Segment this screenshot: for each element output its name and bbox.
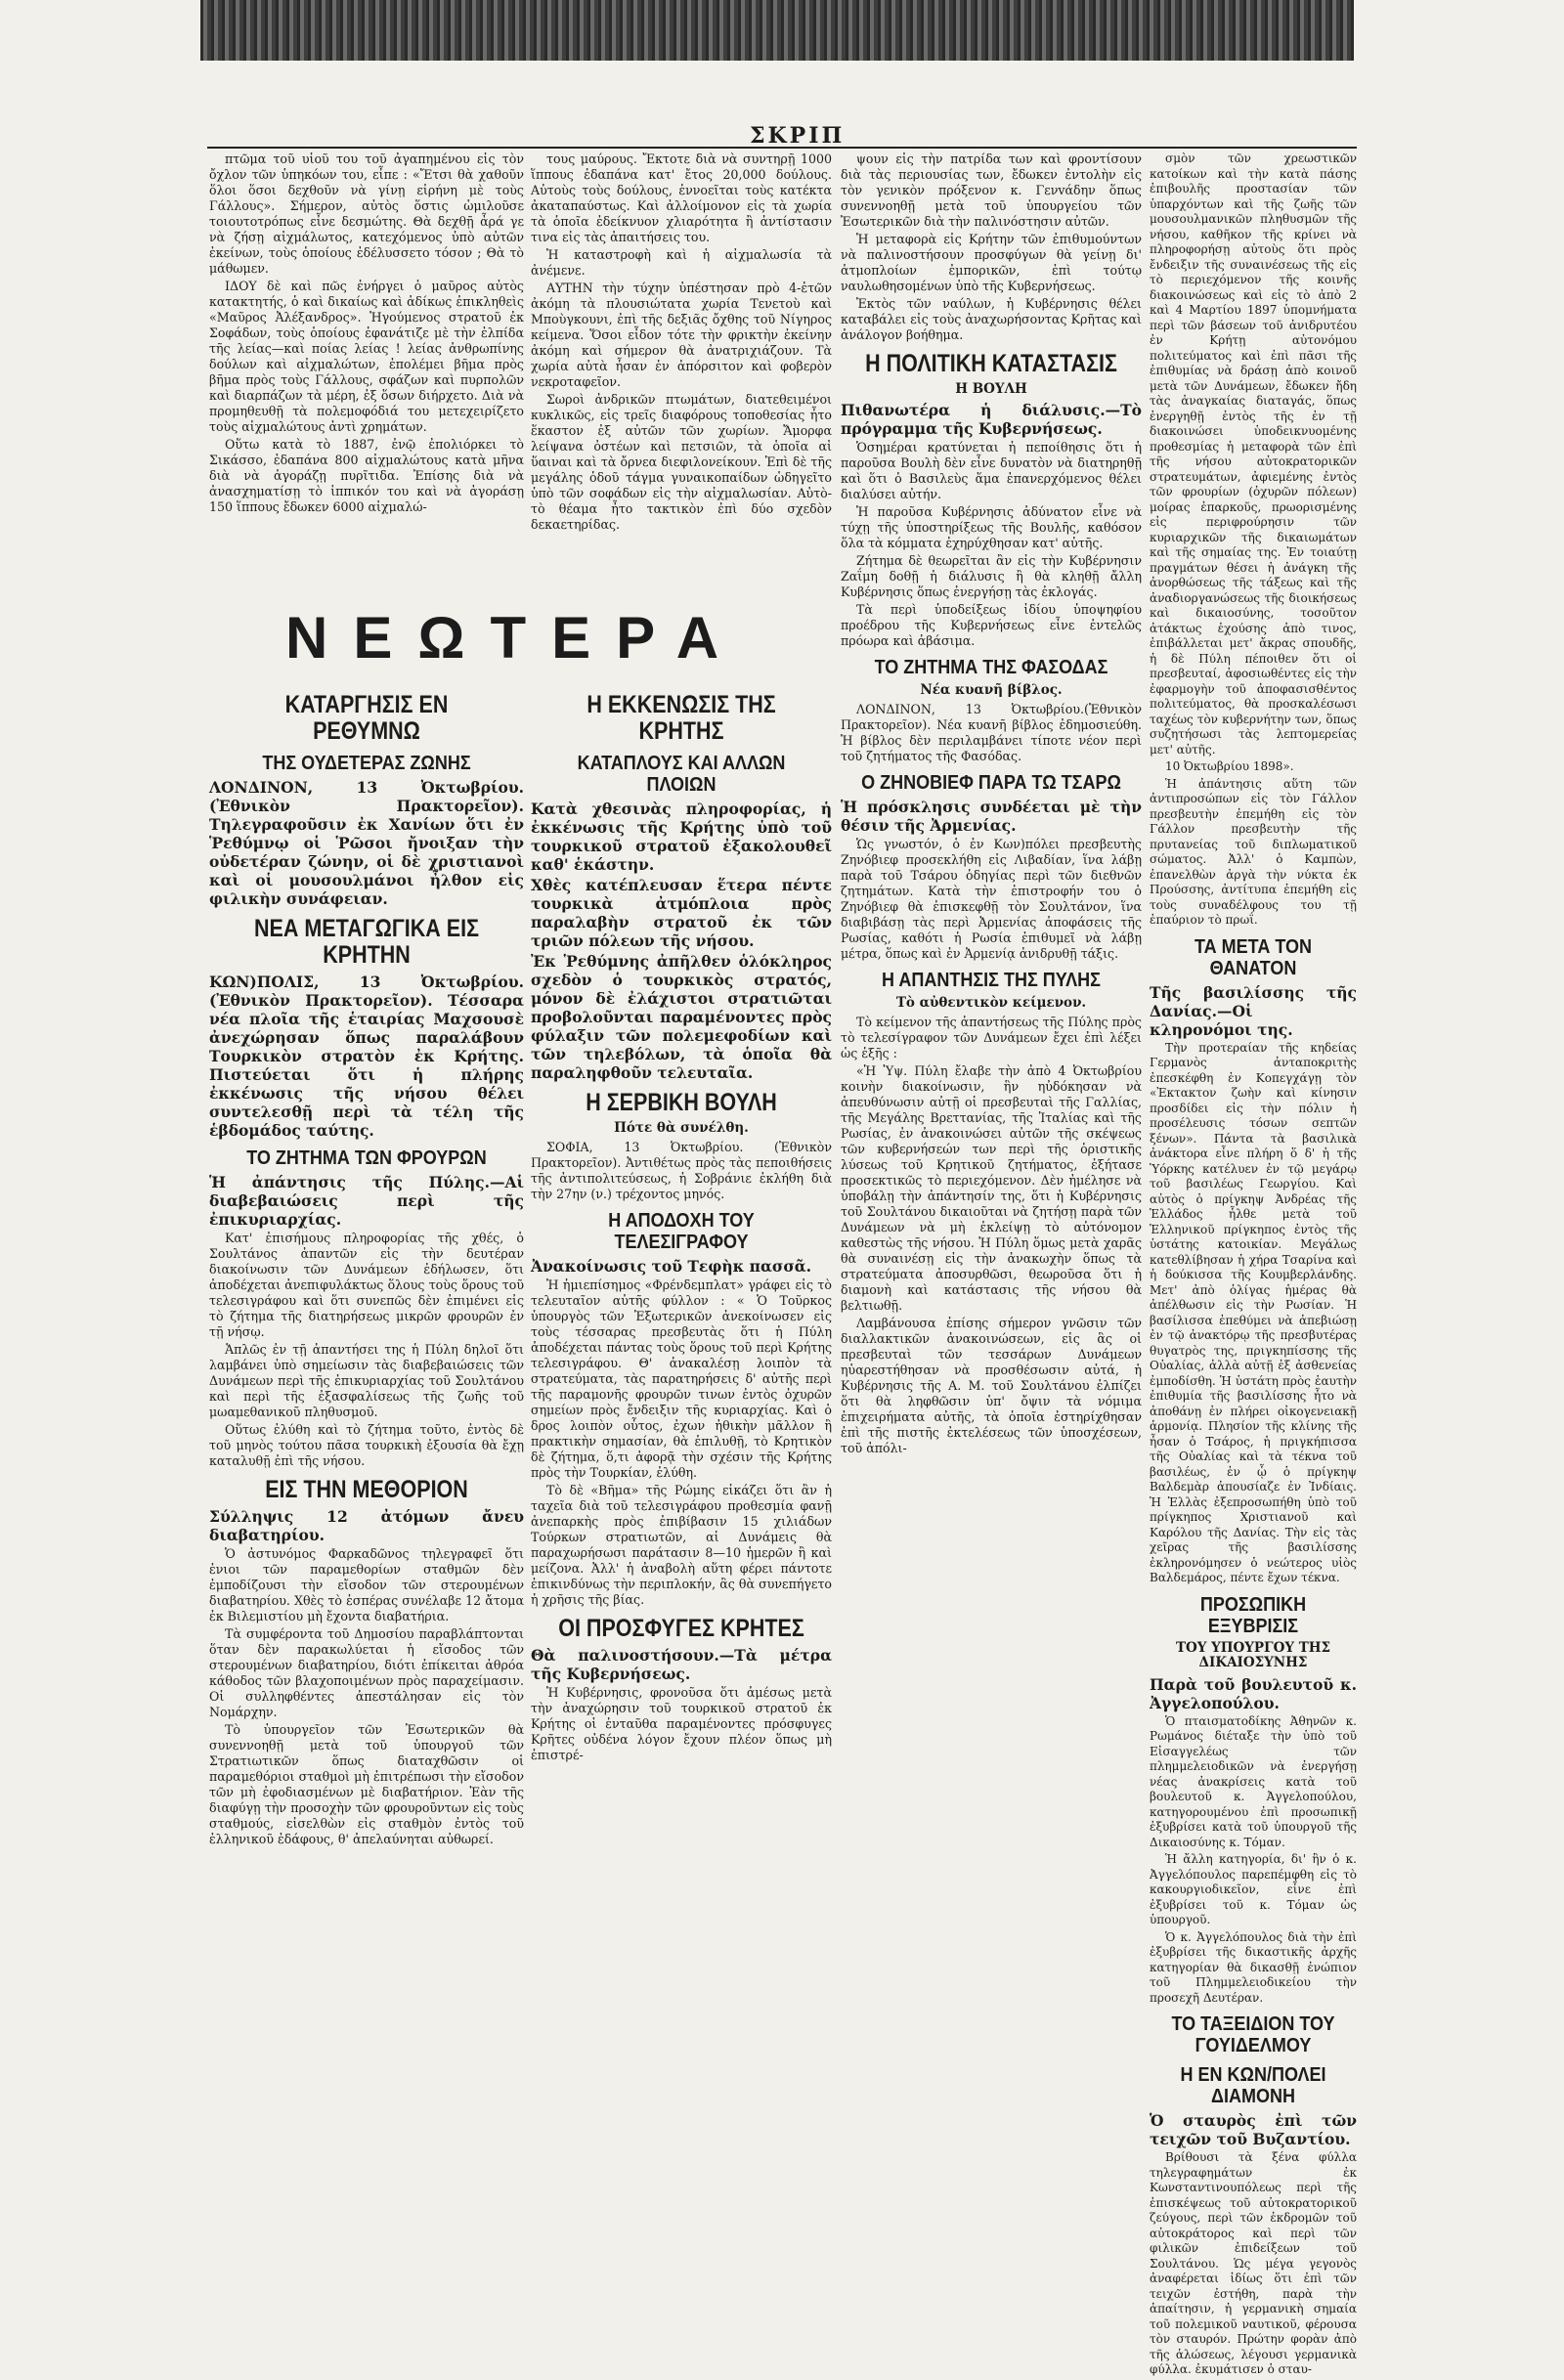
news-lead: Ἡ ἀπάντησις τῆς Πύλης.—Αἱ διαβεβαιώσεις περὶ τῆς ἐπικυριαρχίας. [209,1173,524,1229]
article-paragraph: Ἡ παροῦσα Κυβέρνησις ἀδύνατον εἶνε νὰ τύχῃ τῆς ὑποστηρίξεως τῆς Βουλῆς, καθόσον ὅλα τὰ κόμματα ἐχηρύχθησαν κατ' αὐτῆς. [841,504,1142,550]
article-paragraph: Ὁ κ. Ἀγγελόπουλος διὰ τὴν ἐπὶ ἐξυβρίσει τῆς δικαστικῆς ἀρχῆς κατηγορίαν θὰ δικασθῇ ἐνώπιον τοῦ Πλημμελειοδικείου τὴν προσεχῆ Δευτέραν. [1150,1929,1357,2005]
news-lead: Παρὰ τοῦ βουλευτοῦ κ. Ἀγγελοπούλου. [1150,1674,1357,1712]
article-paragraph: Ὁσημέραι κρατύνεται ἡ πεποίθησις ὅτι ἡ παροῦσα Βουλὴ δὲν εἶνε δυνατὸν νὰ διατηρηθῇ καὶ ὅτι ὁ Βασιλεὺς ἅμα ἐπανερχόμενος θέλει διαλύσει αὐτήν. [841,440,1142,501]
article-paragraph: Ἡ ἀπάντησις αὕτη τῶν ἀντιπροσώπων εἰς τὸν Γάλλον πρεσβευτὴν ἐπεμήθη εἰς τὸν Γάλλον πρεσβευτὴν τῆς πρυτανείας τοῦ διπλωματικοῦ σώματος. Ἀλλ' ὁ Καμπὼν, ἐπανελθὼν ἀργὰ τὴν νύκτα ἐκ Προύσσης, ἀντίτυπα ἐπεμήθη εἰς τοὺς συναδέλφους του τῇ ἐπαύριον τὸ πρωΐ. [1150,776,1357,927]
article-paragraph: Κατ' ἐπισήμους πληροφορίας τῆς χθές, ὁ Σουλτάνος ἀπαντῶν εἰς τὴν δευτέραν διακοίνωσιν τῶν Δυνάμεων ἐδήλωσεν, ὅτι ἀποδέχεται ἀνεπιφυλάκτως ὅλους τοὺς ὅρους τοῦ τελεσιγράφου καὶ ὅτι συνεπῶς δὲν ἐπιμένει εἰς τὸ ζήτημα τῆς διατηρήσεως μικρῶν φρουρῶν ἐν τῇ νήσῳ. [209,1231,524,1339]
article-paragraph: Τὸ δὲ «Βῆμα» τῆς Ρώμης εἰκάζει ὅτι ἂν ἡ ταχεῖα διὰ τοῦ τελεσιγράφου προθεσμία φανῇ ἀνεπαρκὴς πρὸς ἐπιβίβασιν 15 χιλιάδων Τούρκων στρατιωτῶν, αἱ Δυνάμεις θὰ παραχωρήσωσι παράτασιν 8—10 ἡμερῶν ἢ καὶ μείζονα. Ἀλλ' ἡ ἀναβολὴ αὕτη φέρει πάντοτε ἐπικινδύνως τὴν περιπλοκήν, ἂς θὰ συνεπήγετο ἡ χρῆσις τῆς βίας. [531,1483,832,1607]
news-lead: Σύλληψις 12 ἀτόμων ἄνευ διαβατηρίου. [209,1507,524,1544]
article-paragraph: Βρίθουσι τὰ ξένα φύλλα τηλεγραφημάτων ἐκ Κωνσταντινουπόλεως περὶ τῆς ἐπισκέψεως τοῦ αὐτοκρατορικοῦ ζεύγους, περὶ τῶν ἐκδρομῶν τοῦ αὐτοκράτορος καὶ περὶ τῶν φιλικῶν ἐπιδείξεων τοῦ Σουλτάνου. Ὡς μέγα γεγονὸς ἀναφέρεται ἰδίως ὅτι ἐπὶ τῶν τειχῶν ἐστήθη, παρὰ τὴν ἀπαίτησιν, ἡ γερμανικὴ σημαία τοῦ πολεμικοῦ ναυτικοῦ, φέρουσα τὸν σταυρόν. Πρώτην φορὰν ἀπὸ τῆς ἁλώσεως, λέγουσι γερμανικὰ φύλλα. ἐκυμάτισεν ὁ σταυ- [1150,2150,1357,2376]
article-paragraph: Τὰ συμφέροντα τοῦ Δημοσίου παραβλάπτονται ὅταν δὲν παρακωλύεται ἡ εἴσοδος τῶν στερουμένων διαβατηρίου, διότι ἐπίκειται ἀθρόα κάθοδος τῶν βλαχοποιμένων πρὸς παραχείμασιν. Οἱ συλληφθέντες ἀπεστάλησαν εἰς τὸν Νομάρχην. [209,1626,524,1719]
top-banner-image [200,0,1354,61]
article-paragraph: ΙΔΟΥ δὲ καὶ πῶς ἐνήργει ὁ μαῦρος αὐτὸς κατακτητής, ὁ καὶ δικαίως καὶ ἀδίκως ἐπικληθεὶς «Μαῦρος Ἀλέξανδρος». Ἡγούμενος στρατοῦ ἐκ Σοφάδων, τοὺς ὁποίους ἐφανάτιζε μὲ τὴν ἐλπίδα τῆς λείας—καὶ ποίας λείας ! λείας ἀνθρωπίνης δούλων καὶ αἰχμαλώτων, ἐπολέμει βῆμα πρὸς βῆμα πρὸς τοὺς Γάλλους, σφάζων καὶ πυρπολῶν καὶ διαρπάζων τὰ μέρη, ἐξ ὅσων διήρχετο. Διὰ νὰ προμηθευθῇ τὰ πολεμοφόδιά του μετεχειρίζετο τοὺς αἰχμαλώτους ἀντὶ χρημάτων. [209,279,524,434]
article-paragraph: Τὸ κείμενον τῆς ἀπαντήσεως τῆς Πύλης πρὸς τὸ τελεσίγραφον τῶν Δυνάμεων ἔχει ἐπὶ λέξει ὡς ἑξῆς : [841,1015,1142,1060]
article-paragraph: Ὁ ἀστυνόμος Φαρκαδῶνος τηλεγραφεῖ ὅτι ἐνιοι τῶν παραμεθορίων σταθμῶν δὲν ἐμποδίζουσι τὴν εἴσοδον τῶν στερουμένων διαβατηρίου. Χθὲς τὸ ἑσπέρας συνέλαβε 12 ἄτομα ἐκ Βιλεμιστίου μὴ ἔχοντα διαβατήρια. [209,1546,524,1623]
article-paragraph: Λαμβάνουσα ἐπίσης σήμερον γνῶσιν τῶν διαλλακτικῶν ἀνακοινώσεων, εἰς ἃς οἱ πρεσβευταὶ τῶν τεσσάρων Δυνάμεων ηὐαρεστήθησαν νὰ προσθέσωσιν αὐτά, ἡ Κυβέρνησις τῆς Α. Μ. τοῦ Σουλτάνου ἐλπίζει ὅτι θὰ ληφθῶσιν ὑπ' ὄψιν τὰ νόμιμα ἐπιχειρήματα αὐτῆς, τὰ ὁποῖα ἐστηρίχθησαν ἐπὶ τῆς πιστῆς ἐκτελέσεως τῶν ὑποσχέσεων, τοῦ ἀπόλι- [841,1316,1142,1455]
article-paragraph: σμὸν τῶν χρεωστικῶν κατοίκων καὶ τὴν κατὰ πάσης ἐπιβουλῆς προστασίαν τῶν ὑπαρχόντων καὶ τῆς ζωῆς τῶν μουσουλμανικῶν πληθυσμῶν τῆς νήσου, καθῆκον τῆς κρίνει νὰ πληροφορήσῃ αὐτοὺς ὅτι πρὸς ἔνδειξιν τῆς συναινέσεως τῆς εἰς τὸ περιεχόμενον τῆς κοινῆς διακοινώσεως καὶ εἰς τὸ ἀπὸ 2 καὶ 4 Μαρτίου 1897 ὑπομνήματα περὶ τῶν βάσεων τοῦ ἀνιδρυτέου ἐν Κρήτῃ αὐτονόμου πολιτεύματος καὶ ἐπὶ πᾶσι τῆς ἐπιθυμίας νὰ δράσῃ ἀπὸ κοινοῦ μετὰ τῶν Δυνάμεων, ἔδωκεν ἤδη τὰς ἀναγκαίας διαταγάς, ὅπως ἐνεργηθῇ ἐντὸς τῆς ἐν τῇ διακοινώσει ὑποδεικνυομένης προθεσμίας ἡ μεταφορὰ τῶν ἐπὶ τῆς νήσου αὐτοκρατορικῶν στρατευμάτων, ἀφιεμένης ἐντὸς τῶν φρουρίων (ὀχυρῶν πόλεων) μοίρας ἐπαρκοῦς, πρωορισμένης εἰς περιφρούρησιν τῶν κυριαρχικῶν τῆς δικαιωμάτων καὶ τῆς σημαίας της. Ἐν τοιαύτῃ πραγμάτων θέσει ἡ ἀνάγκη τῆς ἀνορθώσεως τῆς τάξεως καὶ τῆς ἀναδιοργανώσεως τῆς διοικήσεως καὶ δικαιοσύνης, τοσοῦτον ἀτάκτως ἐχούσης ἀπὸ τινος, ἐπιβάλλεται μετ' ἄκρας σπουδῆς, ἡ δὲ Πύλη πέποιθεν ὅτι οἱ πρεσβευταί, ἀφοσιωθέντες εἰς τὴν ἐφαρμογὴν τοῦ ἀποφασισθέντος πολιτεύματος, θὰ προσκαλέσωσι ταχέως τὸν κυβερνήτην των, ὅπως συζητήσωσι τὰς λεπτομερείας μετ' αὐτῆς. [1150,151,1357,757]
masthead [207,123,1357,149]
news-headline: ΠΡΟΣΩΠΙΚΗ ΕΞΥΒΡΙΣΙΣ [1199,1593,1307,1637]
news-headline: ΚΑΤΑΡΓΗΣΙΣ ΕΝ ΡΕΘΥΜΝΩ [284,691,449,745]
article-paragraph: Οὕτως ἐλύθη καὶ τὸ ζήτημα τοῦτο, ἐντὸς δὲ τοῦ μηνὸς τούτου πᾶσα τουρκικὴ ἐξουσία θὰ ἔχῃ καταλυθῇ ἐπὶ τῆς νήσου. [209,1422,524,1468]
news-column-2 [531,684,832,1765]
article-paragraph: Ἡ Κυβέρνησις, φρονοῦσα ὅτι ἀμέσως μετὰ τὴν ἀναχώρησιν τοῦ τουρκικοῦ στρατοῦ ἐκ Κρήτης οἱ ἐνταῦθα παραμένοντες πρόσφυγες Κρῆτες οὐδένα λόγον ἔχουν πλέον ὅπως μὴ ἐπιστρέ- [531,1685,832,1762]
news-headline: ΟΙ ΠΡΟΣΦΥΓΕΣ ΚΡΗΤΕΣ [558,1615,804,1642]
article-paragraph: Τὴν προτεραίαν τῆς κηδείας Γερμανὸς ἀνταποκριτὴς ἐπεσκέφθη ἐν Κοπεγχάγῃ τὸν «Ἐκτακτον ζωὴν καὶ κίνησιν προσδίδει εἰς τὴν πόλιν ἡ προσέλευσις τόσων σεπτῶν ξένων». Πάντα τὰ βασιλικὰ ἀνάκτορα εἶνε πλήρη ὅ δ' ἡ τῆς Ὑόρκης κατέλυεν ἐν τῷ μεγάρῳ τοῦ βασιλέως Γεωργίου. Καὶ αὐτὸς ὁ πρίγκηψ Ἀνδρέας τῆς Ἑλλάδος ἦλθε μετὰ τοῦ Ἑλληνικοῦ πρίγκηπος ἐντὸς τῆς ὑστάτης κατοικίαν. Μεγάλως κατεθλίβησαν ἡ χήρα Τσαρίνα καὶ ἡ δούκισσα τῆς Κουμβερλάνδης. Μετ' ἀπὸ ὀλίγας ἡμέρας θὰ ἀπέλθωσιν εἰς τὴν Ρωσίαν. Ἡ βασίλισσα ἐπεθύμει νὰ ἀπεβιώσῃ ἐν τῷ ἀνακτόρῳ τῆς πρεσβυτέρας θυγατρὸς της, πριγκηπίσσης τῆς Οὐαλίας, ἀλλὰ αὐτῇ ἐξ ἀσθενείας ἐμποδίσθη. Ἡ ὑστάτη πρὸς ἑαυτὴν ἐπιθυμία τῆς βασιλίσσης ἦτο νὰ ἀποθάνῃ ἐν πλήρει οἰκογενειακῇ ἁρμονίᾳ. Πλησίον τῆς κλίνης τῆς ἦσαν ὁ Τσάρος, ἡ πριγκήπισσα τῆς Οὐαλίας καὶ τὰ τέκνα τοῦ βασιλέως, ἐν ᾧ ὁ πρίγκηψ Βαλδεμὰρ ἀπουσίαζε ἐν Ἰνδίαις. Ἡ Ἑλλὰς ἐξεπροσωπήθη ὑπὸ τοῦ πρίγκηπος Χριστιανοῦ καὶ Καρόλου τῆς Δανίας. Τὴν εἰς τὰς χεῖρας τῆς βασιλίσσης ἐκληρονόμησεν ὁ νεώτερος υἱὸς Βαλδεμάρος, πέντε ἔχων τέκνα. [1150,1040,1357,1584]
column-3 [841,151,1142,1458]
news-subheadline: Πότε θὰ συνέλθη. [614,1120,749,1136]
news-headline: Ο ΖΗΝΟΒΙΕΦ ΠΑΡΑ ΤΩ ΤΣΑΡΩ [861,772,1121,794]
news-subheadline: Νέα κυανῆ βίβλος. [920,682,1063,698]
masthead-title: ΣΚΡΙΠ [750,123,846,149]
news-headline: ΕΙΣ ΤΗΝ ΜΕΘΟΡΙΟΝ [265,1476,468,1503]
news-lead: Ἀνακοίνωσις τοῦ Τεφὴκ πασσᾶ. [531,1257,812,1276]
news-headline: ΝΕΑ ΜΕΤΑΓΩΓΙΚΑ ΕΙΣ ΚΡΗΤΗΝ [254,915,479,969]
article-paragraph: Ἡ ἄλλη κατηγορία, δι' ἣν ὁ κ. Ἀγγελόπουλος παρεπέμφθη εἰς τὸ κακουργιοδικεῖον, εἶνε ἐπὶ ἐξυβρίσει τοῦ κ. Τόμαν ὡς ὑπουργοῦ. [1150,1852,1357,1926]
news-subheadline: Η ΕΝ ΚΩΝ/ΠΟΛΕΙ ΔΙΑΜΟΝΗ [1180,2064,1326,2107]
news-subheadline: Η ΒΟΥΛΗ [955,381,1027,397]
article-paragraph: Ὁ πταισματοδίκης Ἀθηνῶν κ. Ρωμάνος διέταξε τὴν ὑπὸ τοῦ Εἰσαγγελέως τῶν πλημμελειοδικῶν νὰ ἐνεργήσῃ νέας ἀνακρίσεις κατὰ τοῦ βουλευτοῦ κ. Ἀγγελοπούλου, κατηγορουμένου ἐπὶ προσωπικῇ ἐξυβρίσει κατὰ τοῦ ὑπουργοῦ τῆς Δικαιοσύνης κ. Τόμαν. [1150,1713,1357,1849]
news-headline: Η ΑΠΑΝΤΗΣΙΣ ΤΗΣ ΠΥΛΗΣ [882,970,1101,991]
article-paragraph: τους μαύρους. Ἔκτοτε διὰ νὰ συντηρῇ 1000 ἵππους ἐδαπάνα κατ' ἔτος 20,000 δούλους. Αὐτοὺς τοὺς δούλους, ἐννοεῖται τοὺς κατέκτα ἀκαταπαύστως. Καὶ ἀλλοίμονον εἰς τὰ χωρία τὰ ὁποῖα ἐδείκνυον χλιαρότητα ἢ ἀντίστασιν τινα εἰς τὰς ἀπαιτήσεις του. [531,151,832,244]
news-headline: Η ΠΟΛΙΤΙΚΗ ΚΑΤΑΣΤΑΣΙΣ [865,350,1117,377]
news-headline: ΤΟ ΖΗΤΗΜΑ ΤΩΝ ΦΡΟΥΡΩΝ [246,1147,487,1169]
article-paragraph: πτῶμα τοῦ υἱοῦ του τοῦ ἀγαπημένου εἰς τὸν ὄχλον τῶν ὑπηκόων του, εἶπε : «Ἔτσι θὰ χαθοῦν ὅλοι ὅσοι δεχθοῦν νὰ γίνῃ εἰρήνη μὲ τοὺς Γάλλους». Σήμερον, αὐτὸς ὅστις ὡμιλοῦσε τοιουτοτρόπως εἶνε δεσμώτης. Θὰ δεχθῇ ἆρά γε νὰ ζήσῃ αἰχμάλωτος, κατεχόμενος ὑπὸ αὐτῶν ἐκείνων, τοὺς ὁποίους ἐδέλυσσετο τόσον ; Θὰ τὸ μάθωμεν. [209,151,524,276]
news-headline: ΤΟ ΤΑΞΕΙΔΙΟΝ ΤΟΥ ΓΟΥΙΔΕΛΜΟΥ [1171,2013,1335,2056]
article-paragraph: ψουν εἰς τὴν πατρίδα των καὶ φροντίσουν διὰ τὰς περιουσίας των, ἔδωκεν ἐντολὴν εἰς τὸν γενικὸν πρόξενον κ. Γενvάδην ὅπως συνεννοηθῇ μετὰ τοῦ ὑπουργείου τῶν Ἐσωτερικῶν διὰ τὴν παλινόστησιν αὐτῶν. [841,151,1142,229]
news-subheadline: Τὸ αὐθεντικὸν κείμενον. [895,995,1087,1011]
article-paragraph: ΣΟΦΙΑ, 13 Ὀκτωβρίου. (Ἐθνικὸν Πρακτορεῖον). Ἀντιθέτως πρὸς τὰς πεποιθήσεις τῆς ἀντιπολιτεύσεως, ἡ Σοβράνιε ἐκλήθη διὰ τὴν 27ην (ν.) τρέχοντος μηνός. [531,1140,832,1201]
news-headline: Η ΕΚΚΕΝΩΣΙΣ ΤΗΣ ΚΡΗΤΗΣ [586,691,776,745]
neotera-heading: ΝΕΩΤΕΡΑ [285,605,745,671]
article-paragraph: ΑΥΤΗΝ τὴν τύχην ὑπέστησαν πρὸ 4-ἐτῶν ἀκόμη τὰ πλουσιώτατα χωρία Τενετοὺ καὶ Μποὺγκουνι, ἐπὶ τῆς δεξιᾶς ὄχθης τοῦ Νίγηρος κείμενα. Ὅσοι εἶδον τότε τὴν φρικτὴν ἐκείνην ἀκόμη καὶ σήμερον θὰ ἀνατριχιάζουν. Τὰ χωρία αὐτὰ ἦσαν ἐν ἀπόρσιτον καὶ φοβερὸν νεκροταφεῖον. [531,281,832,389]
article-paragraph: Ἡ ἡμιεπίσημος «Φρένδεμπλατ» γράφει εἰς τὸ τελευταῖον αὐτῆς φύλλον : « Ὁ Τοῦρκος ὑπουργὸς τῶν Ἐξωτερικῶν ἀνεκοίνωσεν εἰς τοὺς τέσσαρας πρεσβευτὰς ὅτι ἡ Πύλη ἀποδέχεται πάντας τοὺς ὅρους τοῦ περὶ Κρήτης τελεσιγράφου. Θ' ἀνακαλέσῃ λοιπὸν τὰ στρατεύματα, τὰς παρατηρήσεις δ' αὐτῆς περὶ τῆς παραμονῆς φρουρῶν τινων ἐντὸς ὀχυρῶν σημείων πρὸς ἔνδειξιν τῆς κυριαρχίας. Καὶ ὁ δρος λοιπὸν οὗτος, ἐχων ἠθικὴν μᾶλλον ἢ πρακτικὴν σημασίαν, θὰ ἐπιλυθῇ, τὸ Κρητικὸν δὲ ζήτημα, ὅ,τι ἀφορᾷ τὴν σχέσιν τῆς Κρήτης πρὸς τὴν Τουρκίαν, ἐλύθη. [531,1277,832,1480]
news-lead: Ὁ σταυρὸς ἐπὶ τῶν τειχῶν τοῦ Βυζαντίου. [1150,2111,1357,2148]
column-2-top [531,151,832,535]
column-1 [209,151,524,601]
article-paragraph: Ὡς γνωστόν, ὁ ἐν Κων)πόλει πρεσβευτὴς Ζηνόβιεφ προσεκλήθη εἰς Λιβαδίαν, ἵνα λάβῃ παρὰ τοῦ Τσάρου ὁδηγίας περὶ τῶν διεθνῶν ζητημάτων. Κατὰ τὴν ἐπιστροφήν του ὁ Ζηνόβιεφ θὰ ἐπισκεφθῇ τὸν Σουλτάνον, ἵνα διαβιβάσῃ τὰς περὶ Ἀρμενίας ἀποφάσεις τῆς Ρωσίας, καθότι ἡ Ρωσία ἐπιθυμεῖ νὰ λάβῃ μέτρα, ὅπως καὶ ἐν Ἀρμενίᾳ ἀνιδρυθῇ τάξις. [841,837,1142,961]
news-headline: ΤΟ ΖΗΤΗΜΑ ΤΗΣ ΦΑΣΟΔΑΣ [874,657,1108,678]
article-paragraph: Ἡ καταστροφὴ καὶ ἡ αἰχμαλωσία τὰ ἀνέμενε. [531,247,832,278]
news-headline: Η ΣΕΡΒΙΚΗ ΒΟΥΛΗ [586,1089,777,1116]
news-lead: Ἡ πρόσκλησις συνδέεται μὲ τὴν θέσιν τῆς Ἀρμενίας. [841,798,1142,835]
news-lead: ΚΩΝ)ΠΟΛΙΣ, 13 Ὀκτωβρίου. (Ἐθνικὸν Πρακτορεῖον). Τέσσαρα νέα πλοῖα τῆς ἑταιρίας Μαχσουσὲ ἀνεχώρησαν ὅπως παραλάβουν Τουρκικὸν στρατὸν ἐκ Κρήτης. Πιστεύεται ὅτι ἡ πλήρης ἐκκένωσις τῆς νήσου θέλει συντελεσθῇ περὶ τὰ τέλη τῆς ἑβδομάδος ταύτης. [209,973,524,1140]
news-lead: Χθὲς κατέπλευσαν ἕτερα πέντε τουρκικὰ ἀτμόπλοια πρὸς παραλαβὴν στρατοῦ ἐκ τῶν τριῶν πόλεων τῆς νήσου. [531,876,832,950]
news-lead: Τῆς βασιλίσσης τῆς Δανίας.—Οἱ κληρονόμοι της. [1150,982,1357,1039]
news-headline: Η ΑΠΟΔΟΧΗ ΤΟΥ ΤΕΛΕΣΙΓΡΑΦΟΥ [608,1210,755,1253]
article-paragraph: Ζήτημα δὲ θεωρεῖται ἂν εἰς τὴν Κυβέρνησιν Ζαΐμη δοθῇ ἡ διάλυσις ἢ θὰ κληθῇ ἄλλη Κυβέρνησις ὅπως ἐνεργήσῃ τὰς ἐκλογάς. [841,553,1142,599]
news-lead: Κατὰ χθεσινὰς πληροφορίας, ἡ ἐκκένωσις τῆς Κρήτης ὑπὸ τοῦ τουρκικοῦ στρατοῦ ἐξακολουθεῖ καθ' ἑκάστην. [531,800,832,874]
article-paragraph: Τὰ περὶ ὑποδείξεως ἰδίου ὑποψηφίου προέδρου τῆς Κυβερνήσεως εἶνε ἐντελῶς πρόωρα καὶ ἀβάσιμα. [841,602,1142,648]
article-paragraph: Ἡ μεταφορὰ εἰς Κρήτην τῶν ἐπιθυμούντων νὰ παλινοστήσουν προσφύγων θὰ γείνῃ δι' ἀτμοπλοίων ἐμπορικῶν, ἐπὶ τούτῳ ναυλωθησομένων ὑπὸ τῆς Κυβερνήσεως. [841,232,1142,293]
article-paragraph: Τὸ ὑπουργεῖον τῶν Ἐσωτερικῶν θὰ συνεννοηθῇ μετὰ τοῦ ὑπουργοῦ τῶν Στρατιωτικῶν ὅπως διαταχθῶσιν οἱ παραμεθόριοι σταθμοὶ μὴ ἐπιτρέπωσι τὴν εἴσοδον τῶν μὴ ἐφοδιασμένων μὲ διαβατήριον. Ἐὰν τῆς διαφύγῃ τὴν προσοχὴν τῶν φρουροῦντων εἰς τοὺς σταθμούς, εἰσελθὼν εἰς σταθμὸν ἐντὸς τοῦ ἑλληνικοῦ ἐδάφους, θ' ἀπελαύνηται αὐθωρεί. [209,1722,524,1846]
news-headline: ΤΑ ΜΕΤΑ ΤΟΝ ΘΑΝΑΤΟΝ [1194,935,1312,979]
article-paragraph: Ἐκτὸς τῶν ναύλων, ἡ Κυβέρνησις θέλει καταβάλει εἰς τοὺς ἀναχωρήσοντας Κρῆτας καὶ ἀνάλογον βοήθημα. [841,296,1142,342]
article-paragraph: Σωροὶ ἀνδρικῶν πτωμάτων, διατεθειμένοι κυκλικῶς, εἰς τρεῖς διαφόρους τοποθεσίας ἦτο ἕκαστον ἐξ αὐτῶν τῶν χωρίων. Ἄμορφα λείψανα ὀστέων καὶ πετσιῶν, τὰ ὁποῖα αἱ ὕαιναι καὶ τὰ ὄρνεα διεφιλονείκουν. Ἐπὶ δὲ τῆς μεγάλης ὁδοῦ τάγμα γυναικοπαίδων ὡδηγεῖτο ὑπὸ τῶν σοφάδων εἰς τὴν αἰχμαλωσίαν. Αὐτὸ-τὸ θέαμα ἦτο τακτικὸν ἐπὶ δύο σχεδὸν δεκαετηρίδας. [531,392,832,532]
news-subheadline: ΚΑΤΑΠΛΟΥΣ ΚΑΙ ΑΛΛΩΝ ΠΛΟΙΩΝ [577,753,786,796]
column-4 [1150,151,1357,2380]
news-lead: Θὰ παλινοστήσουν.—Τὰ μέτρα τῆς Κυβερνήσεως. [531,1646,832,1683]
article-paragraph: «Ἡ Ὑψ. Πύλη ἔλαβε τὴν ἀπὸ 4 Ὀκτωβρίου κοινὴν διακοίνωσιν, ἣν ηὐδόκησαν νὰ ἀπευθύνωσιν αὐτῇ οἱ πρεσβευταὶ τῆς Γαλλίας, τῆς Μεγάλης Βρεττανίας, τῆς Ἰταλίας καὶ τῆς Ρωσίας, ἐν ἀνακοινώσει αὐτῶν τῆς σκέψεως τῶν κυβερνήσεών των περὶ τῆς ὁριστικῆς λύσεως τοῦ Κρητικοῦ ζητήματος, ἐξήτασε προσεκτικῶς τὸ περιεχόμενον. Δὲν ἠμέλησε νὰ ὑποβάλῃ τὴν ἀπάντησίν της, ὅτι ἡ Κυβέρνησις τοῦ Σουλτάνου δικαιοῦται νὰ ζητήσῃ παρὰ τῶν Δυνάμεων νὰ μὴ ἐκλείψῃ τὸ αὐτόνομον καθεστὼς τῆς νήσου. Ἡ Πύλη ὅμως μετὰ χαρᾶς θὰ συναινέσῃ εἰς τὴν ἀνακωχὴν ὅπως τὰ στρατεύματα ἀποσυρθῶσι, θεωροῦσα ὅτι ἡ διαμονὴ καὶ κατάστασις τῆς νήσου θὰ βελτιωθῇ. [841,1063,1142,1313]
article-paragraph: Ἁπλῶς ἐν τῇ ἀπαντήσει της ἡ Πύλη δηλοῖ ὅτι λαμβάνει ὑπὸ σημείωσιν τὰς διαβεβαιώσεις τῶν Δυνάμεων περὶ τῆς ἐπικυριαρχίας τοῦ Σουλτάνου καὶ περὶ τῆς ἐξασφαλίσεως τῆς ζωῆς τοῦ μωαμεθανικοῦ πληθυσμοῦ. [209,1342,524,1419]
news-column-1 [209,684,524,1849]
masthead-rule [207,147,1357,149]
article-paragraph: ΛΟΝΔΙΝΟΝ, 13 Ὀκτωβρίου.(Ἐθνικὸν Πρακτορεῖον). Νέα κυανῆ βίβλος ἐδημοσιεύθη. Ἡ βίβλος δὲν περιλαμβάνει τίποτε νέον περὶ τοῦ ζητήματος τῆς Φασόδας. [841,702,1142,763]
news-lead: Πιθανωτέρα ἡ διάλυσις.—Τὸ πρόγραμμα τῆς Κυβερνήσεως. [841,401,1142,438]
news-subheadline: ΤΗΣ ΟΥΔΕΤΕΡΑΣ ΖΩΝΗΣ [262,753,471,774]
news-lead: ΛΟΝΔΙΝΟΝ, 13 Ὀκτωβρίου. (Ἐθνικὸν Πρακτορεῖον). Τηλεγραφοῦσιν ἐκ Χανίων ὅτι ἐν Ῥεθύμνῳ οἱ Ῥῶσοι ἤνοιξαν τὴν οὐδετέραν ζώνην, οἱ δὲ χριστιανοὶ καὶ οἱ μουσουλμάνοι ἦλθον εἰς φιλικὴν συνάφειαν. [209,778,524,908]
news-subheadline: ΤΟΥ ΥΠΟΥΡΓΟΥ ΤΗΣ ΔΙΚΑΙΟΣΥΝΗΣ [1175,1639,1331,1670]
article-paragraph: 10 Ὀκτωβρίου 1898». [1165,759,1294,773]
article-paragraph: Οὕτω κατὰ τὸ 1887, ἐνῷ ἐπολιόρκει τὸ Σικάσσο, ἐδαπάνα 800 αἰχμαλώτους κατὰ μῆνα διὰ νὰ ἀγοράζῃ πυρῖτιδα. Ἐπίσης διὰ νὰ ἀνασχηματίσῃ τὸ ἱππικόν του καὶ νὰ ἀγοράσῃ 150 ἵππους ἔδωκεν 6000 αἰχμαλώ- [209,437,524,514]
news-lead: Ἐκ Ῥεθύμνης ἀπῆλθεν ὁλόκληρος σχεδὸν ὁ τουρκικὸς στρατός, μόνον δὲ ἐλάχιστοι στρατιῶται προβολοῦνται παραμένοντες πρὸς φύλαξιν τῶν πολεμεφοδίων καὶ τῶν τηλεβόλων, τὰ ὁποῖα θὰ παραληφθοῦν τελευταῖα. [531,952,832,1082]
